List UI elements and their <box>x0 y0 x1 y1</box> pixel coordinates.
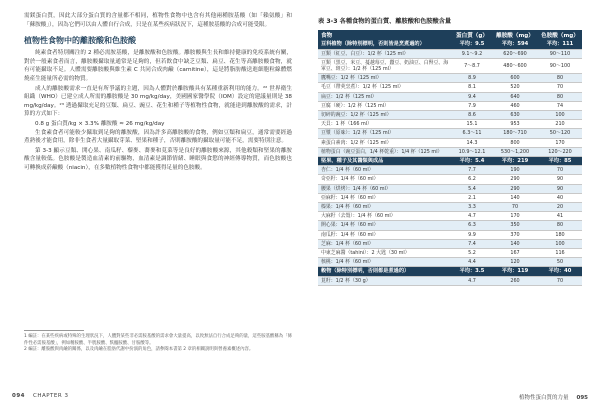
cell-lysine: 140 <box>492 193 538 202</box>
cell-protein: 15.1 <box>452 120 492 129</box>
cell-food: 核桃：1/4 杯（60 ml） <box>318 258 452 267</box>
table-row <box>318 175 582 184</box>
cell-protein: 2.1 <box>452 193 492 202</box>
cell-lysine: 平均：594 <box>492 40 538 49</box>
cell-food: 開心果：1/4 杯（60 ml） <box>318 221 452 230</box>
cell-protein: 5.4 <box>452 184 492 193</box>
table-body <box>318 40 582 285</box>
cell-protein: 平均：3.5 <box>452 267 492 276</box>
table-row <box>318 184 582 193</box>
table-row <box>318 92 582 101</box>
cell-tryptophan: 平均：40 <box>538 267 582 276</box>
cell-tryptophan: 50 <box>538 258 582 267</box>
table-row <box>318 258 582 267</box>
cell-protein: 14.3 <box>452 138 492 147</box>
cell-tryptophan: 80 <box>538 92 582 101</box>
cell-lysine: 290 <box>492 175 538 184</box>
table-row <box>318 110 582 119</box>
book-title-label: 植物性蛋白質的力量 <box>519 395 569 401</box>
cell-tryptophan: 平均：111 <box>538 40 582 49</box>
cell-food: 豆類（紅豆、白豆）：1/2 杯（125 ml） <box>318 49 452 58</box>
cell-protein: 4.4 <box>452 258 492 267</box>
cell-tryptophan: 170 <box>538 138 582 147</box>
cell-food: 毛豆（帶莢烹煮）：1/2 杯（125 ml） <box>318 83 452 92</box>
table-row <box>318 58 582 73</box>
cell-food: 榛果：1/4 杯（60 ml） <box>318 202 452 211</box>
cell-food: 扁豆：1/2 杯（125 ml） <box>318 92 452 101</box>
cell-protein: 平均：5.4 <box>452 156 492 165</box>
cell-protein: 7～8.7 <box>452 58 492 73</box>
cell-protein: 5.2 <box>452 248 492 257</box>
right-page <box>318 18 582 286</box>
table-row <box>318 221 582 230</box>
cell-food: 豆科植物（除特別標明，否則皆是烹煮過的） <box>318 40 452 49</box>
cell-lysine: 290 <box>492 184 538 193</box>
left-page-number: 094 <box>12 393 25 399</box>
cell-food: 素蛋白素肉：1/2 杯（125 ml） <box>318 138 452 147</box>
table-row <box>318 101 582 110</box>
cell-food: 豆漿（原味）：1/2 杯（125 ml） <box>318 129 452 138</box>
cell-food: 穀物（除特別標明，否則都是煮過的） <box>318 267 452 276</box>
cell-tryptophan: 40 <box>538 193 582 202</box>
cell-lysine: 640 <box>492 92 538 101</box>
cell-lysine: 800 <box>492 138 538 147</box>
cell-tryptophan: 100 <box>538 239 582 248</box>
chapter-label: CHAPTER 3 <box>32 393 69 399</box>
cell-lysine: 520 <box>492 83 538 92</box>
cell-tryptophan: 210 <box>538 120 582 129</box>
cell-food: 堅果、種子及其醬類與成品 <box>318 156 452 165</box>
cell-lysine: 平均：219 <box>492 156 538 165</box>
table-row <box>318 248 582 257</box>
cell-food: 奇亞籽：1/4 杯（60 ml） <box>318 175 452 184</box>
cell-lysine: 167 <box>492 248 538 257</box>
cell-lysine: 70 <box>492 202 538 211</box>
table-group-row <box>318 267 582 276</box>
table-row <box>318 276 582 285</box>
cell-lysine: 350 <box>492 221 538 230</box>
body-paragraph-3: 生食素食者可能較少攝取到足夠的離胺酸，因為許多高離胺酸的食物，例如豆類和扁豆，通常需要經過煮熟後才能食用，除非生食者大量攝取芽菜、堅果和種子，否則離胺酸的攝取量可能不足，需要特別注意。 <box>24 129 292 145</box>
cell-tryptophan: 41 <box>538 212 582 221</box>
cell-lysine: 180～710 <box>492 129 538 138</box>
cell-tryptophan: 80 <box>538 221 582 230</box>
cell-protein: 4.7 <box>452 276 492 285</box>
cell-protein: 6.3 <box>452 221 492 230</box>
footnote-divider <box>24 330 84 331</box>
cell-food: 植物蛋白（豌豆蛋白，1/4 杯乾重）：1/4 杯（125 ml） <box>318 147 452 156</box>
nutrition-table <box>318 30 582 286</box>
table-header-row <box>318 30 582 40</box>
cell-protein: 10.9～12.1 <box>452 147 492 156</box>
cell-protein: 6.2 <box>452 175 492 184</box>
cell-protein: 8.1 <box>452 83 492 92</box>
cell-tryptophan: 100 <box>538 110 582 119</box>
right-page-number: 095 <box>576 395 588 401</box>
cell-tryptophan: 90 <box>538 184 582 193</box>
cell-lysine: 120 <box>492 258 538 267</box>
cell-protein: 9.9 <box>452 230 492 239</box>
cell-tryptophan: 50～120 <box>538 129 582 138</box>
cell-protein: 4.7 <box>452 212 492 221</box>
table-row <box>318 166 582 175</box>
cell-tryptophan: 70 <box>538 83 582 92</box>
cell-protein: 7.4 <box>452 239 492 248</box>
cell-protein: 6.3～11 <box>452 129 492 138</box>
cell-food: 中東芝麻醬（tahini）：2 大匙（30 ml） <box>318 248 452 257</box>
cell-lysine: 630 <box>492 110 538 119</box>
cell-protein: 7.7 <box>452 166 492 175</box>
cell-protein: 7.9 <box>452 101 492 110</box>
body-paragraph-4: 第 3-3 顯示豆類、開心果、南瓜籽、藜麥、蕎麥和莧菜等是良好的離胺酸來源，其他穀類和堅果的離胺酸含量較低。色胺酸是製造血清素的前驅物，血清素是調節情緒、睡眠與食慾的神經傳導物質，而色胺酸也可轉換成菸鹼酸（niacin），在多數植物性食物中都能獲得足量的色胺酸。 <box>24 147 292 171</box>
cell-protein: 9.4 <box>452 92 492 101</box>
cell-lysine: 620～690 <box>492 49 538 58</box>
cell-food: 豆類（黑豆、米豆、蔓越莓豆、蠶豆、奶油豆、白腎豆、海軍豆、斑豆）：1/2 杯（125 ml） <box>318 58 452 73</box>
table-row <box>318 212 582 221</box>
table-row <box>318 193 582 202</box>
cell-lysine: 460 <box>492 101 538 110</box>
cell-lysine: 370 <box>492 230 538 239</box>
cell-food: 杏仁：1/4 杯（60 ml） <box>318 166 452 175</box>
cell-lysine: 平均：119 <box>492 267 538 276</box>
table-row <box>318 74 582 83</box>
header-tryptophan: 色胺酸（mg） <box>538 30 582 40</box>
table-row <box>318 83 582 92</box>
footnotes <box>24 330 292 354</box>
cell-food: 腰果（烘烤）：1/4 杯（60 ml） <box>318 184 452 193</box>
intro-paragraph: 需鎂蛋白質，因此大部分蛋白質的含量都不相同，植物性食物中也含有其他兩種胺基酸（如「賴氨酸」和「蘇胺酸」），因為它們可以由人體自行合成，只是在某些疾病狀況下，這種胺基酸的合成可能受限。 <box>24 13 292 28</box>
cell-tryptophan: 90～110 <box>538 49 582 58</box>
cell-tryptophan: 70 <box>538 276 582 285</box>
table-group-row <box>318 156 582 165</box>
table-caption: 表 3-3 各種食物的蛋白質、離胺酸和色胺酸含量 <box>318 18 452 25</box>
cell-lysine: 170 <box>492 212 538 221</box>
cell-protein: 平均：9.5 <box>452 40 492 49</box>
cell-tryptophan: 116 <box>538 248 582 257</box>
cell-tryptophan: 20 <box>538 202 582 211</box>
cell-lysine: 190 <box>492 166 538 175</box>
cell-food: 大麻籽（去殼）：1/4 杯（60 ml） <box>318 212 452 221</box>
table-group-row <box>318 40 582 49</box>
right-folio <box>519 393 588 401</box>
left-folio <box>12 393 68 399</box>
cell-lysine: 480～600 <box>492 58 538 73</box>
cell-food: 豆腐（硬）：1/2 杯（125 ml） <box>318 101 452 110</box>
section-heading: 植物性食物中的離胺酸和色胺酸 <box>24 36 136 46</box>
cell-food: 亞麻籽：1/4 杯（60 ml） <box>318 193 452 202</box>
cell-protein: 9.1～9.2 <box>452 49 492 58</box>
footnote-1: 1 編註：在某些疾病或特殊的生理狀況下，人體對某些非必需胺基酸的需求會大量提高，以致無法自行合成足夠的量，這些胺基酸稱為「條件性必需胺基酸」，例如精胺酸、半胱胺酸、麩醯胺酸、甘胺酸等。 <box>24 334 292 346</box>
table-row <box>318 239 582 248</box>
cell-food: 鷹嘴豆：1/2 杯（125 ml） <box>318 74 452 83</box>
cell-lysine: 600 <box>492 74 538 83</box>
header-lysine: 離胺酸（mg） <box>492 30 538 40</box>
cell-tryptophan: 180 <box>538 230 582 239</box>
footnote-2: 2 編註：離胺酸與肉鹼的關係，以及肉鹼在脂肪代謝中扮演的角色，請參閱本書第 2 章的相關說明與營養素概述內容。 <box>24 347 254 353</box>
table-row <box>318 120 582 129</box>
cell-food: 切碎的豌豆：1/2 杯（125 ml） <box>318 110 452 119</box>
table-row <box>318 230 582 239</box>
cell-tryptophan: 70 <box>538 166 582 175</box>
cell-protein: 3.3 <box>452 202 492 211</box>
cell-tryptophan: 90～100 <box>538 58 582 73</box>
cell-tryptophan: 120～220 <box>538 147 582 156</box>
cell-food: 莧籽：1/2 杯（30 g） <box>318 276 452 285</box>
body-paragraph-1: 純素食者特別關注的 2 種必需胺基酸，是離胺酸和色胺酸。離胺酸與生長和維持健康的免疫系統有關，對於一般素食者而言，離胺酸攝取量通常是足夠的，但若飲食中缺乏豆類、扁豆、花生等高離胺酸食物，就有可能攝取不足。人體需要離胺酸與維生素 C 共同合成肉鹼（carnitine），這是將脂肪酸送進細胞粒線體燃燒產生能量所必需的物質。 <box>24 50 292 82</box>
cell-tryptophan: 90 <box>538 175 582 184</box>
cell-protein: 8.6 <box>452 110 492 119</box>
cell-food: 芝麻：1/4 杯（60 ml） <box>318 239 452 248</box>
table-row <box>318 147 582 156</box>
cell-lysine: 260 <box>492 276 538 285</box>
lysine-formula: 0.8 g 蛋白質/kg × 3.3% 離胺酸 ≈ 26 mg/kg/day <box>35 120 165 127</box>
table-row <box>318 49 582 58</box>
cell-lysine: 530～1,200 <box>492 147 538 156</box>
table-row <box>318 202 582 211</box>
cell-food: 天貝：1 杯（166 ml） <box>318 120 452 129</box>
table-row <box>318 129 582 138</box>
header-protein: 蛋白質（g） <box>452 30 492 40</box>
cell-tryptophan: 74 <box>538 101 582 110</box>
cell-tryptophan: 80 <box>538 74 582 83</box>
cell-tryptophan: 平均：85 <box>538 156 582 165</box>
cell-lysine: 953 <box>492 120 538 129</box>
cell-protein: 8.9 <box>452 74 492 83</box>
body-paragraph-2: 成人的離胺酸需求一直是有所爭議的主題，因為人體對於離胺酸具有某種重新利用的能力。²² 世界衛生組織（WHO）已建立成人所需的離胺酸是 30 mg/kg/day，美國國家醫學院（IOM）設定的建議量則是 38 mg/kg/day。²³ 透過攝取充足的豆類、扁豆、豌豆、花生和種子等植物性食物，就能達到離胺酸的需求，計算的方式如下： <box>24 85 292 118</box>
header-food: 食物 <box>318 30 452 40</box>
table-row <box>318 138 582 147</box>
cell-lysine: 140 <box>492 239 538 248</box>
cell-food: 南瓜籽：1/4 杯（60 ml） <box>318 230 452 239</box>
